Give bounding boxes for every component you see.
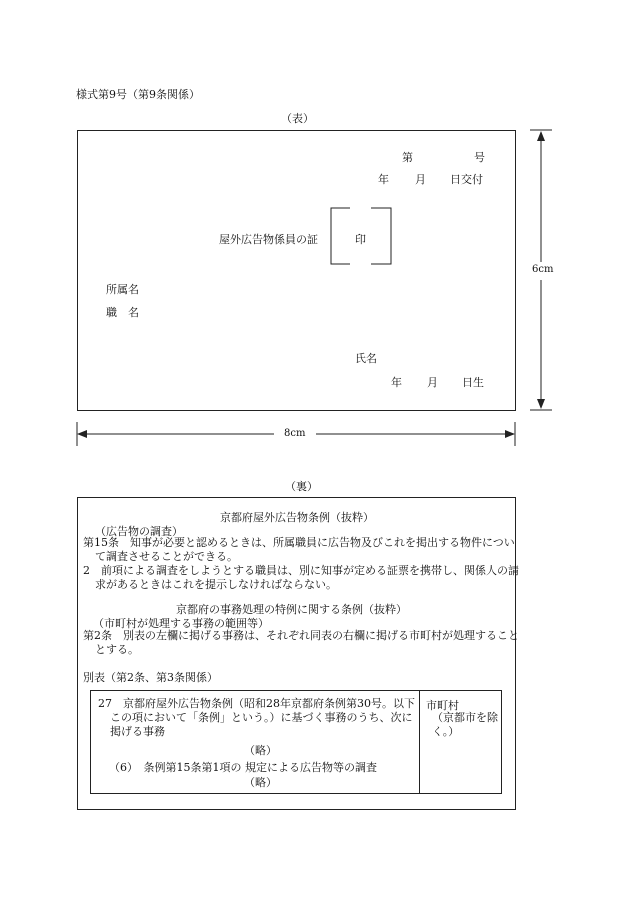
affiliation-label: 所属名: [106, 283, 139, 296]
seal-bracket-right: [371, 208, 391, 264]
table-left-item: 27 京都府屋外広告物条例（昭和28年京都府条例第30号。以下この項において「条例」という。）に基づく事務のうち、次に掲げる事務: [98, 697, 415, 738]
height-label: 6cm: [532, 264, 554, 275]
seal-mark: 印: [355, 233, 366, 246]
table-column-divider: [419, 690, 420, 794]
number-prefix: 第: [402, 151, 413, 164]
section1-caption: （広告物の調査）: [95, 525, 183, 538]
birth-day: 日生: [462, 376, 484, 389]
article15-paragraph2: 2 前項による調査をしようとする職員は、別に知事が定める証票を携帯し、関係人の請求があるときはこれを提示しなければならない。: [83, 564, 519, 591]
table-sub-item: （6） 条例第15条第1項の 規定による広告物等の調査: [109, 761, 377, 774]
issue-day: 日交付: [450, 173, 483, 186]
position-label: 職 名: [106, 306, 139, 319]
table-right-line1: 市町村: [426, 699, 459, 712]
back-heading: （裏）: [285, 480, 318, 493]
issue-year: 年: [378, 173, 389, 186]
issue-month: 月: [415, 173, 426, 186]
table-caption: 別表（第2条、第3条関係）: [83, 671, 218, 684]
article2-text: 第2条 別表の左欄に掲げる事務は、それぞれ同表の右欄に掲げる市町村が処理することとする。: [83, 629, 519, 656]
width-label: 8cm: [284, 428, 306, 439]
name-label: 氏名: [355, 352, 377, 365]
table-right-line2: （京都市を除く。）: [432, 711, 498, 738]
birth-year: 年: [391, 376, 402, 389]
ordinance2-title: 京都府の事務処理の特例に関する条例（抜粋）: [176, 603, 407, 616]
table-omitted-1: （略）: [244, 744, 277, 757]
front-heading: （表）: [281, 112, 314, 125]
section2-caption: （市町村が処理する事務の範囲等）: [93, 617, 269, 630]
ordinance1-title: 京都府屋外広告物条例（抜粋）: [220, 511, 374, 524]
certificate-title: 屋外広告物係員の証: [219, 233, 318, 246]
number-suffix: 号: [474, 151, 485, 164]
table-omitted-2: （略）: [244, 776, 277, 789]
birth-month: 月: [427, 376, 438, 389]
seal-bracket-left: [331, 208, 350, 264]
article15-text: 第15条 知事が必要と認めるときは、所属職員に広告物及びこれを掲出する物件について調査させることができる。: [83, 536, 515, 563]
form-number-title: 様式第9号（第9条関係）: [76, 88, 200, 101]
